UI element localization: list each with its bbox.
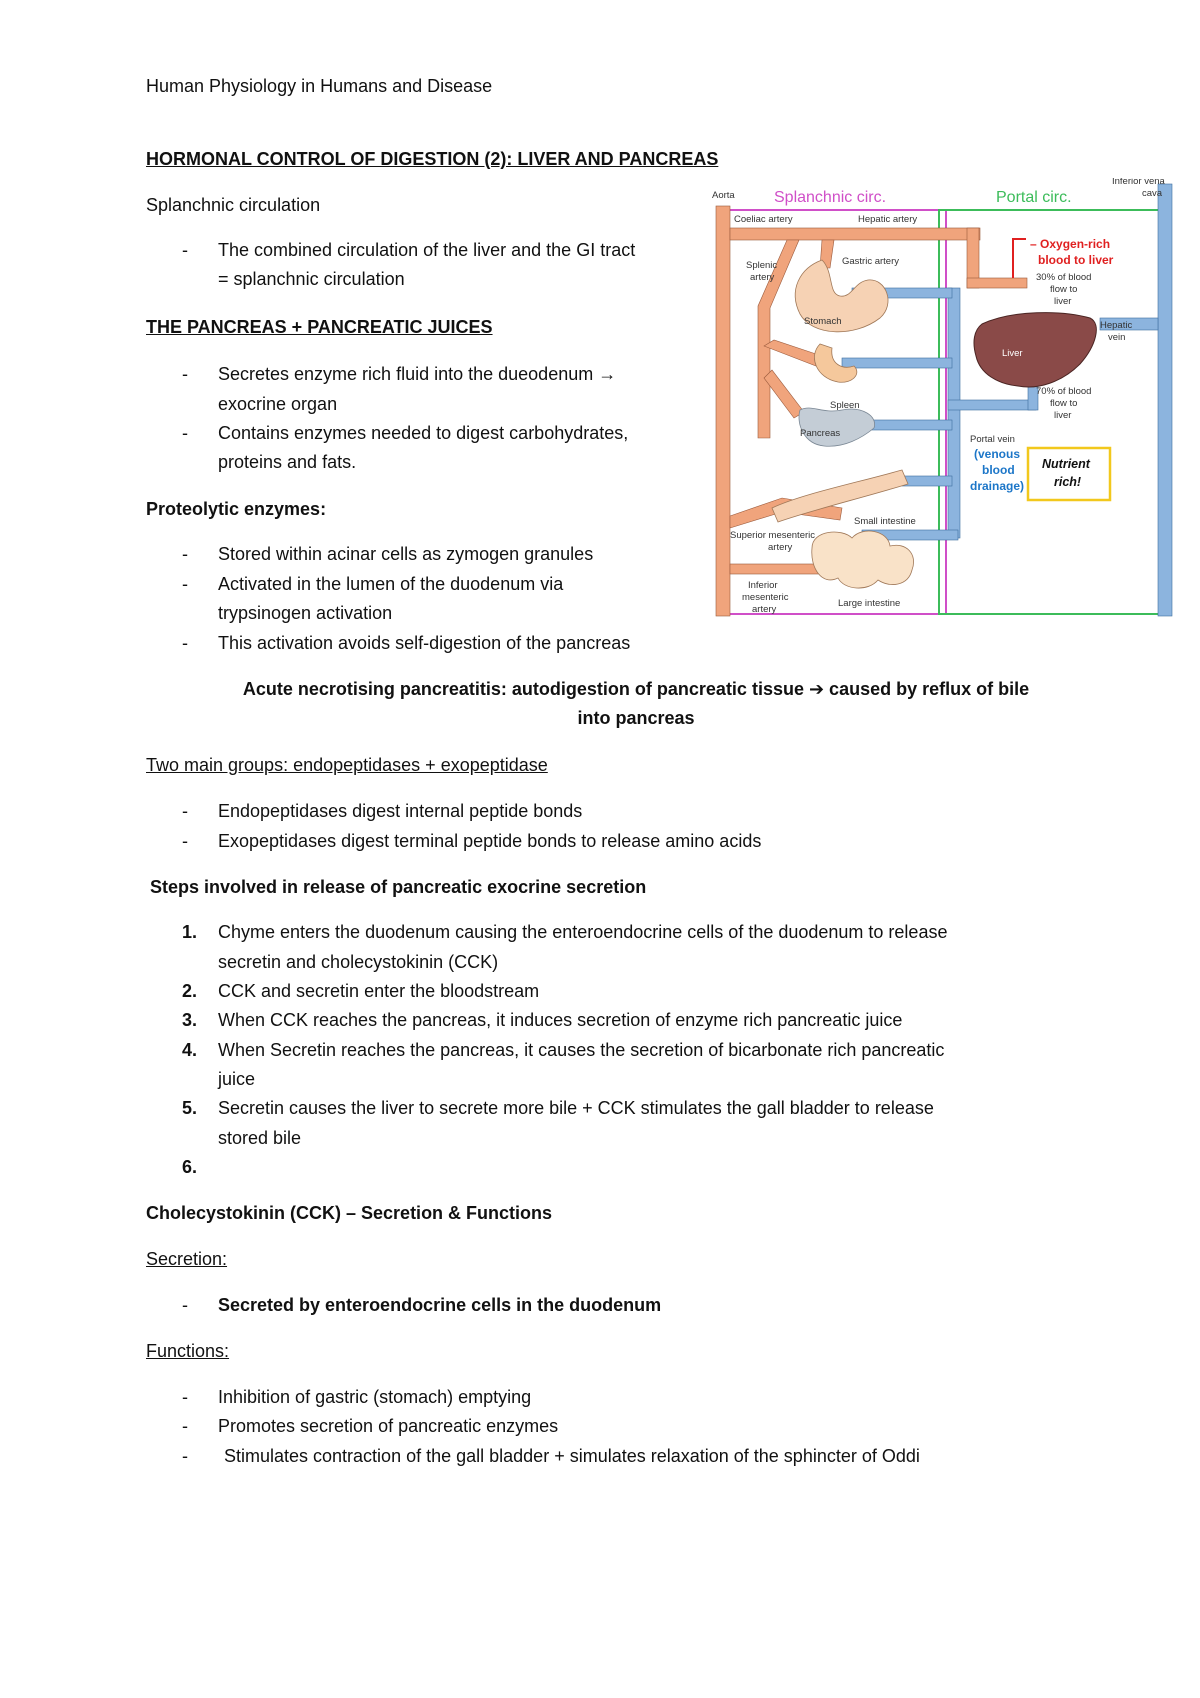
spleen-label: Spleen [830,400,860,411]
cck-secretion-heading: Secretion: [146,1249,228,1269]
ima-label-line3: artery [752,604,777,615]
ima-label-line1: Inferior [748,580,778,591]
oxygen-connector-drop [1012,238,1014,278]
hepatic-artery-label: Hepatic artery [858,214,918,225]
pancreas-label: Pancreas [800,428,841,439]
step-number: 6. [182,1157,198,1177]
cck-function3: Stimulates contraction of the gall bladder + simulates relaxation of the sphincter of Oddi [224,1446,920,1466]
step-number: 2. [182,981,198,1001]
proteolytic-bullet2-line1: Activated in the lumen of the duodenum via [218,574,564,594]
cck-function1: Inhibition of gastric (stomach) emptying [218,1387,532,1407]
splenic-label-line1: Splenic [746,260,778,271]
sma-label-line1: Superior mesenteric [730,530,816,541]
portal-vein-vertical [948,288,960,538]
ima-label-line2: mesenteric [742,592,789,603]
steps-heading: Steps involved in release of pancreatic exocrine secretion [150,877,647,897]
pct30-label-line1: 30% of blood [1036,272,1092,283]
acute-pancreatitis-line1: Acute necrotising pancreatitis: autodigestion of pancreatic tissue ➔ caused by reflux of bile [242,679,1030,699]
gastric-label: Gastric artery [842,256,900,267]
step2: CCK and secretin enter the bloodstream [218,981,540,1001]
groups-bullet2: Exopeptidases digest terminal peptide bonds to release amino acids [218,831,762,851]
bullet-dash: - [182,801,188,821]
pancreas-bullet2-line1: Contains enzymes needed to digest carbohydrates, [218,423,629,443]
oxygen-connector [1012,238,1026,240]
venous-line1: (venous [974,447,1021,461]
cck-secretion-bullet: Secreted by enteroendocrine cells in the duodenum [218,1295,662,1315]
hepatic-artery-to-liver [967,278,1027,288]
spleen-vein [842,358,952,368]
small-intestine-label: Small intestine [854,516,916,527]
step5-line2: stored bile [218,1128,302,1148]
pct30-label-line2: flow to [1050,284,1078,295]
cck-function2: Promotes secretion of pancreatic enzymes [218,1416,559,1436]
proteolytic-heading: Proteolytic enzymes: [146,499,327,519]
sma-label-line2: artery [768,542,793,553]
splanchnic-bullet-line2: = splanchnic circulation [218,269,405,289]
step-number: 3. [182,1010,198,1030]
portal-label: Portal circ. [996,189,1072,206]
splenic-label-line2: artery [750,272,775,283]
bullet-dash: - [182,423,188,443]
hepatic-vein-label-line2: vein [1108,332,1126,343]
bullet-dash: - [182,1295,188,1315]
bullet-dash: - [182,240,188,260]
stomach-label: Stomach [804,316,842,327]
splanchnic-bullet-line1: The combined circulation of the liver and the GI tract [218,240,636,260]
step1-line1: Chyme enters the duodenum causing the enteroendocrine cells of the duodenum to release [218,922,948,942]
bullet-dash: - [182,1446,188,1466]
cck-heading: Cholecystokinin (CCK) – Secretion & Functions [146,1203,553,1223]
ivc-vessel [1158,184,1172,616]
pancreas-bullet1-line1: Secretes enzyme rich fluid into the dueodenum → [218,364,617,384]
cck-functions-heading: Functions: [146,1341,230,1361]
step3: When CCK reaches the pancreas, it induces secretion of enzyme rich pancreatic juice [218,1010,903,1030]
bullet-dash: - [182,574,188,594]
pancreas-heading: THE PANCREAS + PANCREATIC JUICES [146,317,493,337]
pct70-label-line2: flow to [1050,398,1078,409]
proteolytic-bullet1: Stored within acinar cells as zymogen granules [218,544,594,564]
aorta-label: Aorta [712,190,735,201]
step-number: 1. [182,922,198,942]
nutrient-rich-box [1028,448,1110,500]
groups-heading: Two main groups: endopeptidases + exopeptidase [146,755,548,775]
bullet-dash: - [182,633,188,653]
pancreas-bullet1-line2: exocrine organ [218,394,338,414]
proteolytic-bullet2-line2: trypsinogen activation [218,603,393,623]
ivc-label-line1: Inferior vena [1112,178,1165,187]
bullet-dash: - [182,1416,188,1436]
nutrient-line1: Nutrient [1042,457,1090,471]
acute-pancreatitis-line2: into pancreas [577,708,695,728]
hepatic-vein-label-line1: Hepatic [1100,320,1133,331]
step4-line1: When Secretin reaches the pancreas, it causes the secretion of bicarbonate rich pancreatic [218,1040,945,1060]
pancreas-bullet2-line2: proteins and fats. [218,452,357,472]
bullet-dash: - [182,1387,188,1407]
splanchnic-heading: Splanchnic circulation [146,195,321,215]
aorta-vessel [716,206,730,616]
oxygen-rich-line1: – Oxygen-rich [1030,237,1111,251]
pct30-label-line3: liver [1054,296,1072,307]
ivc-label-line2: cava [1142,188,1163,199]
venous-line3: drainage) [970,479,1025,493]
bullet-dash: - [182,544,188,564]
step1-line2: secretin and cholecystokinin (CCK) [218,952,499,972]
large-intestine-label: Large intestine [838,598,901,609]
step5-line1: Secretin causes the liver to secrete more bile + CCK stimulates the gall bladder to release [218,1098,934,1118]
liver-label: Liver [1002,348,1023,359]
portal-to-liver [948,400,1036,410]
coeliac-label: Coeliac artery [734,214,793,225]
splanchnic-portal-diagram [712,178,1188,620]
bullet-dash: - [182,831,188,851]
groups-bullet1: Endopeptidases digest internal peptide bonds [218,801,583,821]
page-header: Human Physiology in Humans and Disease [146,76,493,96]
small-intestine-vein [902,476,952,486]
oxygen-rich-line2: blood to liver [1038,253,1114,267]
pct70-label-line1: 70% of blood [1036,386,1092,397]
step-number: 4. [182,1040,198,1060]
pct70-label-line3: liver [1054,410,1072,421]
splanchnic-label: Splanchnic circ. [774,189,887,206]
bullet-dash: - [182,364,188,384]
nutrient-line2: rich! [1054,475,1082,489]
venous-line2: blood [982,463,1015,477]
portal-vein-label: Portal vein [970,434,1015,445]
document-title: HORMONAL CONTROL OF DIGESTION (2): LIVER AND PANCREAS [146,149,719,169]
coeliac-trunk [730,228,980,240]
proteolytic-bullet3: This activation avoids self-digestion of the pancreas [218,633,631,653]
step4-line2: juice [218,1069,256,1089]
step-number: 5. [182,1098,198,1118]
